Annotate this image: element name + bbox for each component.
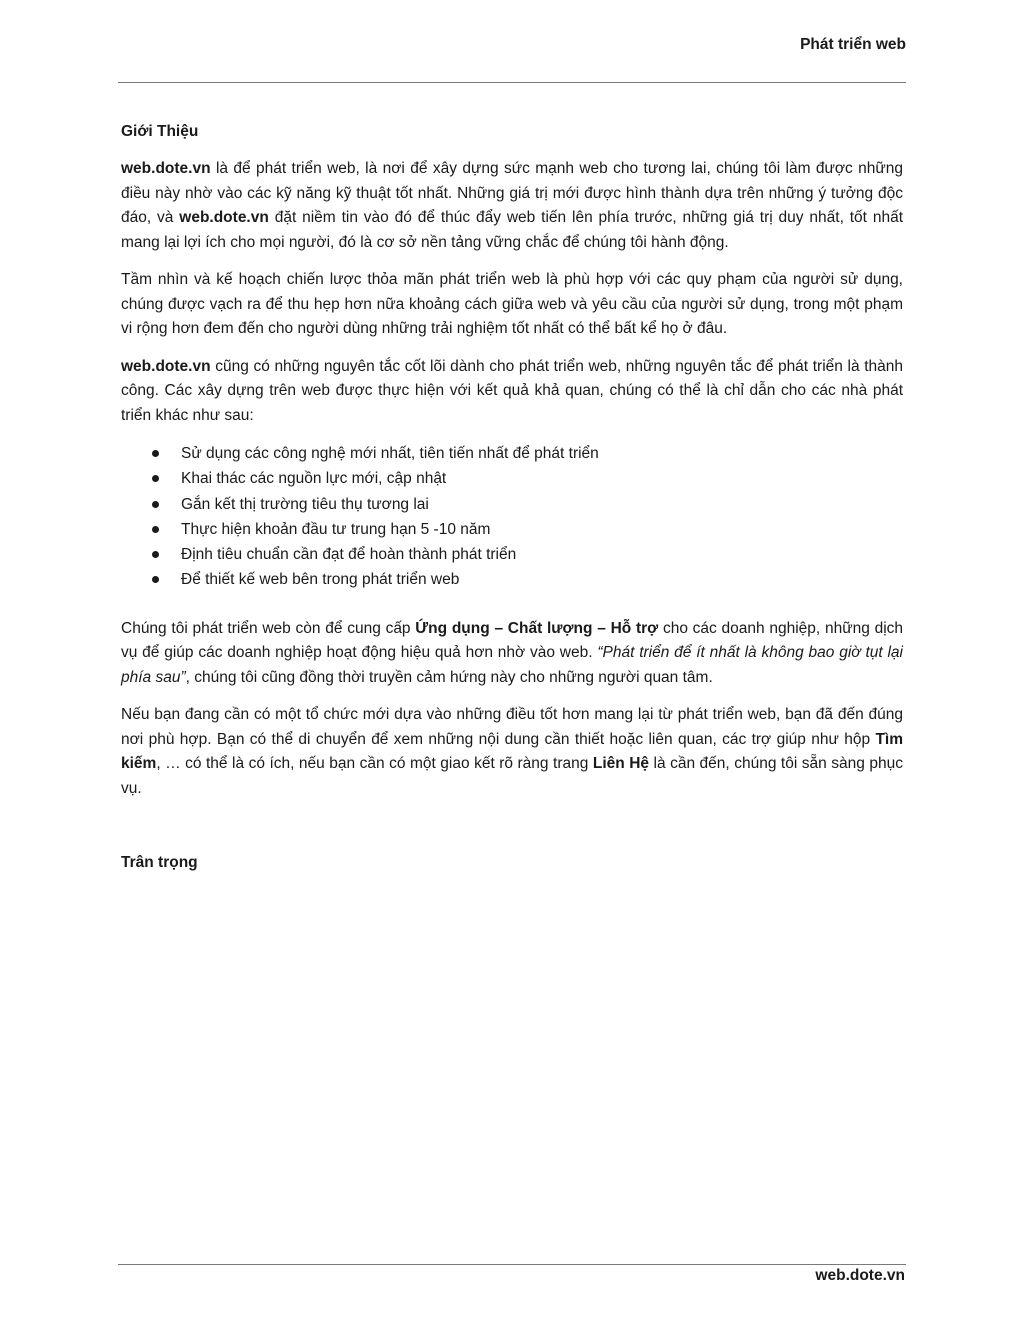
list-item-text: Định tiêu chuẩn cần đạt để hoàn thành phát triển <box>181 546 517 564</box>
slogan-quote: “Phát triển để ít nhất là không bao giờ tụt lại phía sau” <box>121 644 903 686</box>
brand-name: web.dote.vn <box>121 160 211 177</box>
list-item <box>121 542 903 567</box>
paragraph-text: , … có thể là có ích, nếu bạn cần có một giao kết rõ ràng trang <box>156 755 593 773</box>
services-paragraph <box>121 617 903 691</box>
page-footer: web.dote.vn <box>815 1267 905 1284</box>
list-item <box>121 567 903 592</box>
list-item <box>121 441 903 466</box>
principles-paragraph <box>121 355 903 429</box>
list-item <box>121 466 903 491</box>
closing-signoff: Trân trọng <box>121 854 198 872</box>
list-item-text: Gắn kết thị trường tiêu thụ tương lai <box>181 495 429 513</box>
page-header: Phát triển web <box>800 36 906 53</box>
paragraph-text: Chúng tôi phát triển web còn để cung cấp <box>121 619 416 637</box>
footer-divider <box>118 1264 906 1265</box>
paragraph-text: là để phát triển web, là nơi để xây dựng sức mạnh web cho tương lai, chúng tôi làm được những điều này nhờ vào các kỹ năng kỹ thuật tốt nhất. Những giá trị mới được hình thành dựa trên những ý tưởng độc đáo, và <box>121 160 903 226</box>
bullet-icon <box>152 475 159 482</box>
principles-list <box>121 441 903 593</box>
paragraph-text: cho các doanh nghiệp, những dịch vụ để giúp các doanh nghiệp hoạt động hiệu quả hơn nhờ vào web. <box>121 619 904 662</box>
list-item-text: Thực hiện khoản đầu tư trung hạn 5 -10 năm <box>181 520 491 538</box>
intro-paragraph <box>121 157 903 255</box>
paragraph-text: Nếu bạn đang cần có một tổ chức mới dựa vào những điều tốt hơn mang lại từ phát triển web, bạn đã đến đúng nơi phù hợp. Bạn có thể di chuyển để xem những nội dung cần thiết hoặc liên quan, các trợ giúp như hộp <box>121 706 903 748</box>
header-divider <box>118 82 906 83</box>
list-item <box>121 492 903 517</box>
list-item <box>121 517 903 542</box>
list-item-text: Để thiết kế web bên trong phát triển web <box>181 571 460 589</box>
paragraph-text: cũng có những nguyên tắc cốt lõi dành cho phát triển web, những nguyên tắc để phát triển là thành công. Các xây dựng trên web được thực hiện với kết quả khả quan, chúng có thể là chỉ dẫn cho các nhà phát triển khác như sau: <box>121 357 903 424</box>
list-item-text: Khai thác các nguồn lực mới, cập nhật <box>181 470 447 488</box>
bullet-icon <box>152 551 159 558</box>
bullet-icon <box>152 501 159 508</box>
paragraph-text: Tầm nhìn và kế hoạch chiến lược thỏa mãn phát triển web là phù hợp với các quy phạm của người sử dụng, chúng được vạch ra để thu hẹp hơn nữa khoảng cách giữa web và yêu cầu của người sử dụng, trong một phạm vi rộng hơn đem đến cho người dùng những trải nghiệm tốt nhất có thể bất kể họ ở đâu. <box>121 271 903 337</box>
bullet-icon <box>152 576 159 583</box>
paragraph-text: , chúng tôi cũng đồng thời truyền cảm hứng này cho những người quan tâm. <box>185 668 713 686</box>
brand-name: web.dote.vn <box>121 357 211 375</box>
contact-paragraph <box>121 703 903 801</box>
paragraph-text: đặt niềm tin vào đó để thúc đẩy web tiến lên phía trước, những giá trị duy nhất, tốt nhất mang lại lợi ích cho mọi người, đó là cơ sở nền tảng vững chắc để chúng tôi hành động. <box>121 209 903 251</box>
search-keyword: Tìm kiếm <box>121 730 903 773</box>
document-body <box>121 120 903 876</box>
section-title: Giới Thiệu <box>121 123 199 140</box>
bullet-icon <box>152 450 159 457</box>
paragraph-text: là cần đến, chúng tôi sẵn sàng phục vụ. <box>121 755 903 797</box>
services-highlight: Ứng dụng – Chất lượng – Hỗ trợ <box>415 619 659 637</box>
contact-keyword: Liên Hệ <box>592 755 650 773</box>
list-item-text: Sử dụng các công nghệ mới nhất, tiên tiến nhất để phát triển <box>181 445 599 462</box>
bullet-icon <box>152 526 159 533</box>
brand-name: web.dote.vn <box>179 209 269 226</box>
vision-paragraph <box>121 268 903 342</box>
